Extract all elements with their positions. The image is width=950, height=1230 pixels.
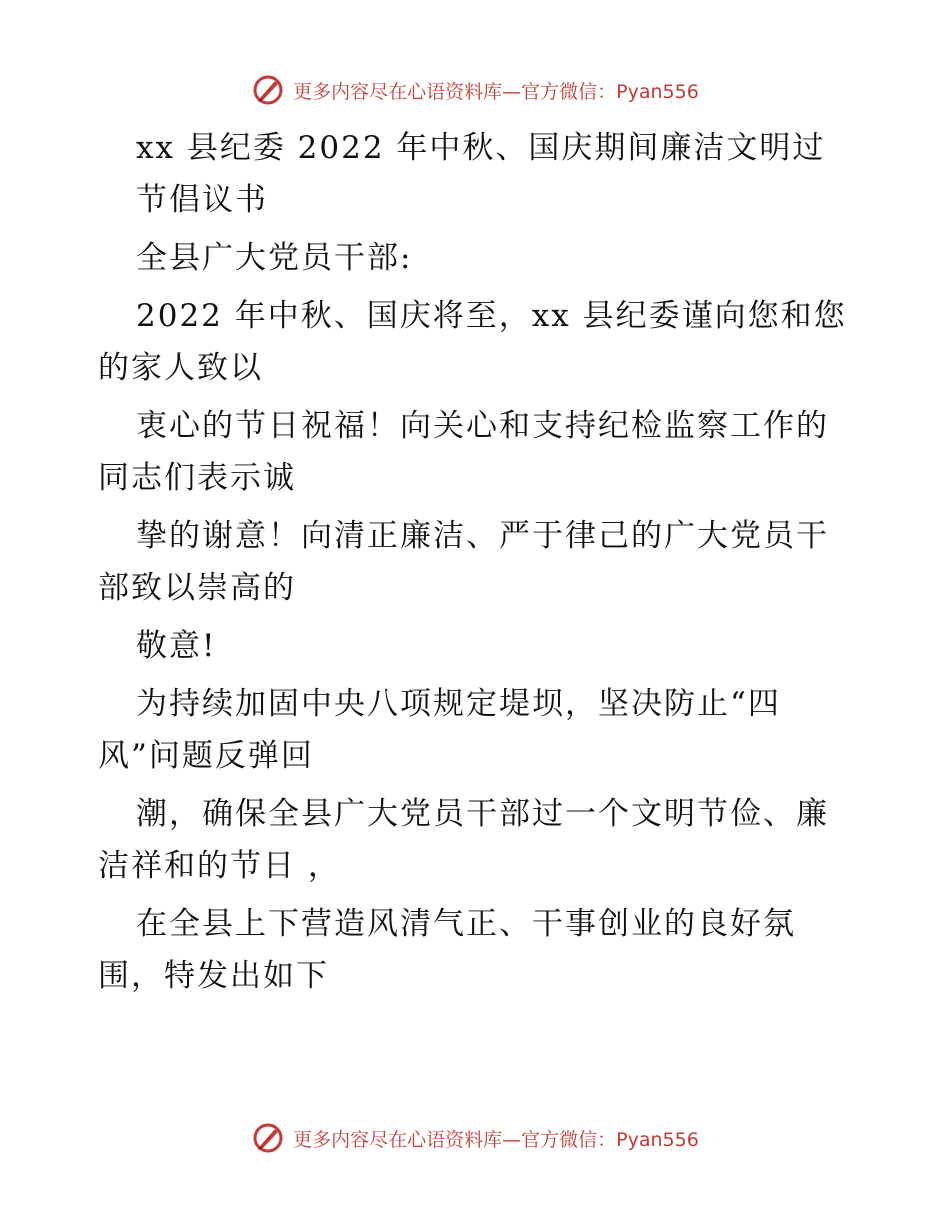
header-banner bbox=[0, 70, 950, 110]
paragraph-line: 风”问题反弹回 bbox=[98, 738, 314, 774]
paragraph-line: 衷心的节日祝福！向关心和支持纪检监察工作的 bbox=[136, 408, 829, 444]
quill-pen-circle-icon bbox=[251, 73, 285, 107]
paragraph-line: 在全县上下营造风清气正、干事创业的良好氛 bbox=[136, 906, 796, 942]
salutation: 全县广大党员干部: bbox=[136, 240, 413, 276]
footer-banner-text: 更多内容尽在心语资料库—官方微信：Pyan556 bbox=[293, 1128, 699, 1151]
header-banner-text: 更多内容尽在心语资料库—官方微信：Pyan556 bbox=[293, 80, 699, 103]
paragraph-line: 敬意! bbox=[136, 628, 217, 664]
paragraph-line: 洁祥和的节日 ， bbox=[98, 848, 341, 884]
quill-pen-circle-icon bbox=[251, 1121, 285, 1155]
paragraph-line: 的家人致以 bbox=[98, 350, 263, 386]
paragraph-line: 挚的谢意！向清正廉洁、严于律己的广大党员干 bbox=[136, 518, 829, 554]
paragraph-line: 为持续加固中央八项规定堤坝，坚决防止“四 bbox=[136, 686, 781, 722]
paragraph-line: 2022 年中秋、国庆将至，xx 县纪委谨向您和您 bbox=[136, 298, 847, 334]
paragraph-line: 同志们表示诚 bbox=[98, 460, 296, 496]
document-title-line-2: 节倡议书 bbox=[136, 182, 268, 218]
paragraph-line: 围，特发出如下 bbox=[98, 958, 329, 994]
document-title-line-1: xx 县纪委 2022 年中秋、国庆期间廉洁文明过 bbox=[136, 130, 826, 166]
paragraph-line: 部致以崇高的 bbox=[98, 570, 296, 606]
document-body bbox=[98, 122, 858, 1002]
footer-banner bbox=[0, 1118, 950, 1158]
paragraph-line: 潮，确保全县广大党员干部过一个文明节俭、廉 bbox=[136, 796, 829, 832]
